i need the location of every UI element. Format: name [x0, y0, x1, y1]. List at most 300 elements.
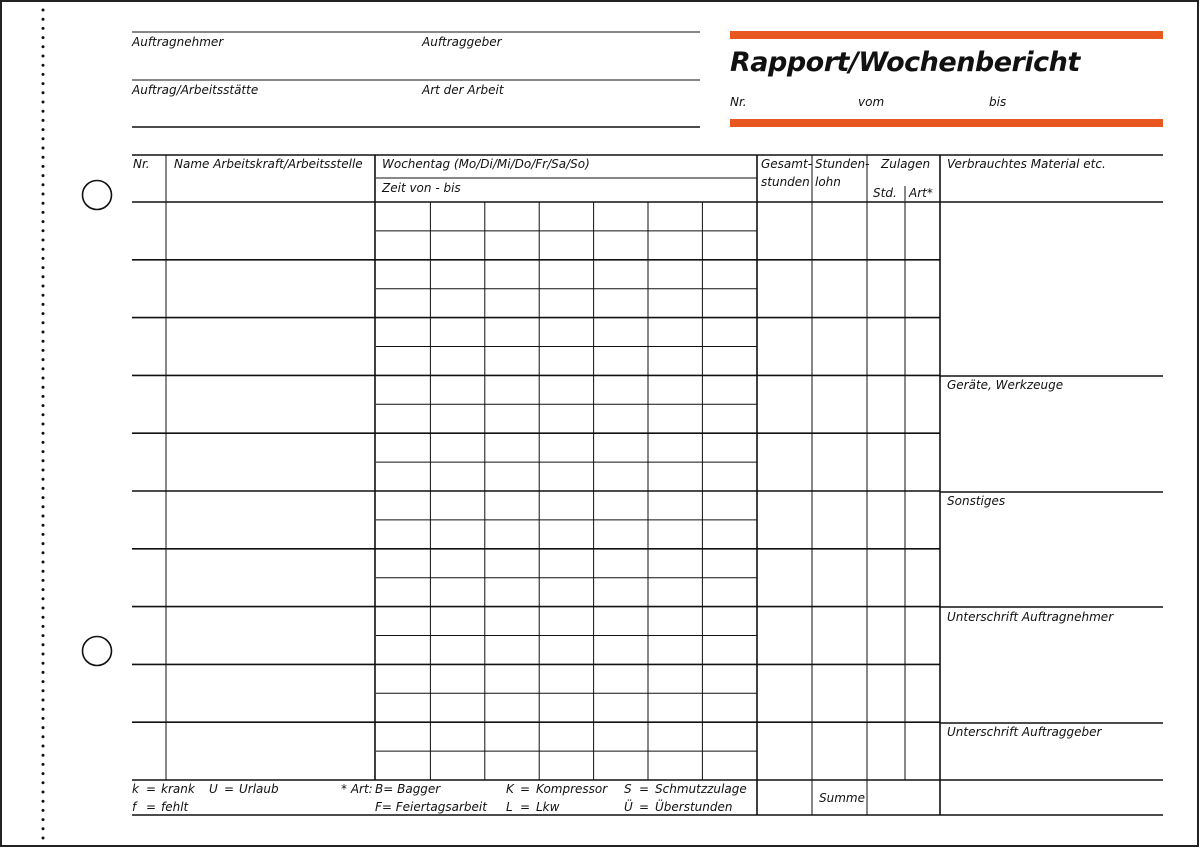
time-cell[interactable]	[431, 203, 483, 230]
accent-bar-bottom	[730, 119, 1163, 127]
time-cell[interactable]	[540, 694, 592, 721]
name-cell[interactable]	[167, 665, 374, 721]
time-cell[interactable]	[431, 752, 483, 779]
time-cell[interactable]	[377, 521, 429, 548]
work-type-field[interactable]	[422, 98, 700, 125]
header-wage-line1: Stunden-	[815, 157, 870, 171]
sign-client-field[interactable]	[942, 741, 1162, 815]
time-cell[interactable]	[486, 665, 538, 692]
time-cell[interactable]	[377, 665, 429, 692]
number-field[interactable]	[748, 92, 853, 112]
perforation-dot	[42, 653, 45, 656]
legend-l-val: Lkw	[536, 800, 560, 814]
perforation-dot	[42, 551, 45, 554]
perforation-dot	[42, 837, 45, 840]
time-cell[interactable]	[431, 232, 483, 259]
time-cell[interactable]	[540, 319, 592, 346]
time-cell[interactable]	[649, 376, 701, 403]
legend-art-label: * Art:	[341, 782, 373, 796]
time-cell[interactable]	[486, 203, 538, 230]
time-cell[interactable]	[486, 521, 538, 548]
perforation-dot	[42, 211, 45, 214]
time-cell[interactable]	[540, 405, 592, 432]
total-hours-cell[interactable]	[758, 319, 811, 375]
time-cell[interactable]	[649, 492, 701, 519]
allowance-type-cell[interactable]	[906, 203, 939, 259]
time-cell[interactable]	[431, 319, 483, 346]
time-cell[interactable]	[540, 290, 592, 317]
nr-cell[interactable]	[133, 376, 165, 432]
perforation-dot	[42, 450, 45, 453]
header-allowance-hours: Std.	[873, 186, 897, 200]
hourly-wage-cell[interactable]	[813, 376, 866, 432]
perforation-dot	[42, 432, 45, 435]
time-cell[interactable]	[377, 463, 429, 490]
time-cell[interactable]	[649, 290, 701, 317]
time-cell[interactable]	[649, 463, 701, 490]
time-cell[interactable]	[649, 405, 701, 432]
time-cell[interactable]	[595, 579, 647, 606]
perforation-dot	[42, 119, 45, 122]
time-cell[interactable]	[540, 434, 592, 461]
nr-cell[interactable]	[133, 319, 165, 375]
time-cell[interactable]	[649, 694, 701, 721]
nr-cell[interactable]	[133, 492, 165, 548]
legend-f-entry: F= Feiertagsarbeit	[375, 800, 487, 814]
legend-s-eq: =	[639, 782, 650, 796]
hourly-wage-cell[interactable]	[813, 608, 866, 664]
perforation-dot	[42, 266, 45, 269]
allowance-hours-cell[interactable]	[868, 665, 904, 721]
time-cell[interactable]	[431, 492, 483, 519]
perforation-dot	[42, 55, 45, 58]
perforation-dot	[42, 36, 45, 39]
time-cell[interactable]	[377, 232, 429, 259]
name-cell[interactable]	[167, 723, 374, 779]
client-field[interactable]	[422, 50, 700, 78]
hourly-wage-cell[interactable]	[813, 492, 866, 548]
time-cell[interactable]	[431, 694, 483, 721]
material-field[interactable]	[942, 204, 1162, 374]
allowance-type-cell[interactable]	[906, 434, 939, 490]
time-cell[interactable]	[540, 203, 592, 230]
name-cell[interactable]	[167, 608, 374, 664]
time-cell[interactable]	[649, 319, 701, 346]
time-cell[interactable]	[703, 463, 755, 490]
time-cell[interactable]	[703, 550, 755, 577]
sum-allowance-field[interactable]	[869, 782, 939, 814]
time-cell[interactable]	[540, 550, 592, 577]
time-cell[interactable]	[703, 665, 755, 692]
time-cell[interactable]	[377, 579, 429, 606]
allowance-hours-cell[interactable]	[868, 376, 904, 432]
name-cell[interactable]	[167, 203, 374, 259]
misc-field[interactable]	[942, 510, 1162, 606]
perforation-dot	[42, 285, 45, 288]
time-cell[interactable]	[703, 608, 755, 635]
time-cell[interactable]	[377, 203, 429, 230]
time-cell[interactable]	[703, 637, 755, 664]
allowance-hours-cell[interactable]	[868, 492, 904, 548]
perforation-dot	[42, 147, 45, 150]
name-cell[interactable]	[167, 319, 374, 375]
allowance-hours-cell[interactable]	[868, 319, 904, 375]
time-cell[interactable]	[595, 550, 647, 577]
allowance-hours-cell[interactable]	[868, 434, 904, 490]
perforation-dot	[42, 496, 45, 499]
perforation-dot	[42, 239, 45, 242]
time-cell[interactable]	[703, 521, 755, 548]
perforation-dot	[42, 248, 45, 251]
time-cell[interactable]	[431, 376, 483, 403]
time-cell[interactable]	[431, 608, 483, 635]
time-cell[interactable]	[540, 723, 592, 750]
perforation-dot	[42, 156, 45, 159]
perforation-dot	[42, 441, 45, 444]
perforation-dot	[42, 745, 45, 748]
time-cell[interactable]	[486, 550, 538, 577]
header-allowance-type: Art*	[909, 186, 933, 200]
hourly-wage-cell[interactable]	[813, 723, 866, 779]
time-cell[interactable]	[595, 319, 647, 346]
time-cell[interactable]	[595, 665, 647, 692]
time-cell[interactable]	[595, 261, 647, 288]
perforation-dot	[42, 413, 45, 416]
perforation-dot	[42, 772, 45, 775]
time-cell[interactable]	[703, 579, 755, 606]
nr-cell[interactable]	[133, 203, 165, 259]
hourly-wage-cell[interactable]	[813, 665, 866, 721]
nr-cell[interactable]	[133, 434, 165, 490]
header-fields	[131, 32, 700, 127]
total-hours-cell[interactable]	[758, 550, 811, 606]
allowance-type-cell[interactable]	[906, 319, 939, 375]
time-cell[interactable]	[649, 637, 701, 664]
perforation-dot	[42, 220, 45, 223]
total-hours-cell[interactable]	[758, 261, 811, 317]
perforation-dot	[42, 91, 45, 94]
name-cell[interactable]	[167, 492, 374, 548]
sum-total-hours-field[interactable]	[760, 782, 810, 814]
time-cell[interactable]	[595, 492, 647, 519]
time-cell[interactable]	[486, 463, 538, 490]
perforation-dot	[42, 487, 45, 490]
time-cell[interactable]	[703, 290, 755, 317]
time-cell[interactable]	[377, 637, 429, 664]
perforation-dots	[42, 9, 45, 840]
time-cell[interactable]	[377, 319, 429, 346]
time-cell[interactable]	[377, 434, 429, 461]
legend-u-eq: =	[224, 782, 235, 796]
time-cell[interactable]	[377, 608, 429, 635]
perforation-dot	[42, 128, 45, 131]
allowance-type-cell[interactable]	[906, 723, 939, 779]
time-cell[interactable]	[540, 261, 592, 288]
tools-label: Geräte, Werkzeuge	[947, 378, 1064, 392]
time-cell[interactable]	[431, 723, 483, 750]
time-cell[interactable]	[595, 405, 647, 432]
perforation-dot	[42, 73, 45, 76]
time-cell[interactable]	[540, 463, 592, 490]
time-cell[interactable]	[649, 550, 701, 577]
punch-hole-top	[83, 181, 112, 210]
time-cell[interactable]	[377, 492, 429, 519]
order-site-field[interactable]	[132, 98, 420, 125]
time-cell[interactable]	[377, 348, 429, 375]
time-cell[interactable]	[649, 521, 701, 548]
perforation-dot	[42, 809, 45, 812]
time-cell[interactable]	[486, 608, 538, 635]
time-cell[interactable]	[486, 261, 538, 288]
time-cell[interactable]	[540, 637, 592, 664]
perforation-dot	[42, 64, 45, 67]
total-hours-cell[interactable]	[758, 376, 811, 432]
hourly-wage-cell[interactable]	[813, 434, 866, 490]
tools-field[interactable]	[942, 394, 1162, 490]
perforation-dot	[42, 423, 45, 426]
time-cell[interactable]	[377, 261, 429, 288]
nr-cell[interactable]	[133, 723, 165, 779]
time-cell[interactable]	[703, 723, 755, 750]
perforation-dot	[42, 478, 45, 481]
time-cell[interactable]	[595, 521, 647, 548]
total-hours-cell[interactable]	[758, 665, 811, 721]
accent-bar-top	[730, 31, 1163, 39]
time-cell[interactable]	[431, 261, 483, 288]
misc-label: Sonstiges	[947, 494, 1006, 508]
time-cell[interactable]	[595, 608, 647, 635]
work-type-label: Art der Arbeit	[422, 83, 504, 97]
perforation-dot	[42, 404, 45, 407]
perforation-dot	[42, 800, 45, 803]
time-cell[interactable]	[486, 694, 538, 721]
time-cell[interactable]	[703, 319, 755, 346]
time-cell[interactable]	[431, 405, 483, 432]
time-cell[interactable]	[649, 232, 701, 259]
perforation-dot	[42, 689, 45, 692]
time-cell[interactable]	[431, 434, 483, 461]
time-cell[interactable]	[649, 752, 701, 779]
perforation-dot	[42, 110, 45, 113]
legend-ue-eq: =	[639, 800, 650, 814]
legend-b-entry: B= Bagger	[375, 782, 441, 796]
time-cell[interactable]	[595, 203, 647, 230]
nr-cell[interactable]	[133, 608, 165, 664]
header-time: Zeit von - bis	[382, 181, 461, 195]
time-cell[interactable]	[649, 665, 701, 692]
perforation-dot	[42, 321, 45, 324]
time-cell[interactable]	[431, 521, 483, 548]
time-cell[interactable]	[540, 232, 592, 259]
nr-cell[interactable]	[133, 665, 165, 721]
time-cell[interactable]	[486, 319, 538, 346]
contractor-field[interactable]	[132, 50, 420, 78]
time-cell[interactable]	[431, 550, 483, 577]
time-cell[interactable]	[431, 463, 483, 490]
time-cell[interactable]	[540, 608, 592, 635]
hourly-wage-cell[interactable]	[813, 319, 866, 375]
time-cell[interactable]	[486, 723, 538, 750]
table-header	[132, 155, 1163, 202]
time-cell[interactable]	[431, 290, 483, 317]
nr-cell[interactable]	[133, 261, 165, 317]
time-cell[interactable]	[703, 434, 755, 461]
time-cell[interactable]	[649, 261, 701, 288]
time-cell[interactable]	[486, 752, 538, 779]
time-cell[interactable]	[703, 261, 755, 288]
name-cell[interactable]	[167, 261, 374, 317]
time-cell[interactable]	[703, 232, 755, 259]
name-cell[interactable]	[167, 434, 374, 490]
total-hours-cell[interactable]	[758, 492, 811, 548]
time-cell[interactable]	[486, 290, 538, 317]
time-cell[interactable]	[486, 579, 538, 606]
time-cell[interactable]	[540, 579, 592, 606]
time-cell[interactable]	[703, 376, 755, 403]
hourly-wage-cell[interactable]	[813, 261, 866, 317]
perforation-dot	[42, 331, 45, 334]
nr-cell[interactable]	[133, 550, 165, 606]
allowance-type-cell[interactable]	[906, 376, 939, 432]
time-cell[interactable]	[377, 550, 429, 577]
perforation-dot	[42, 9, 45, 12]
time-cell[interactable]	[649, 579, 701, 606]
allowance-type-cell[interactable]	[906, 492, 939, 548]
time-cell[interactable]	[486, 637, 538, 664]
perforation-dot	[42, 717, 45, 720]
time-cell[interactable]	[595, 348, 647, 375]
time-cell[interactable]	[431, 637, 483, 664]
time-cell[interactable]	[486, 232, 538, 259]
time-cell[interactable]	[431, 579, 483, 606]
perforation-dot	[42, 257, 45, 260]
allowance-type-cell[interactable]	[906, 665, 939, 721]
perforation-dot	[42, 570, 45, 573]
time-cell[interactable]	[595, 376, 647, 403]
time-cell[interactable]	[540, 521, 592, 548]
sign-contractor-field[interactable]	[942, 626, 1162, 722]
time-cell[interactable]	[595, 694, 647, 721]
perforation-dot	[42, 395, 45, 398]
allowance-hours-cell[interactable]	[868, 261, 904, 317]
time-cell[interactable]	[540, 492, 592, 519]
perforation-dot	[42, 588, 45, 591]
time-cell[interactable]	[377, 290, 429, 317]
time-cell[interactable]	[595, 637, 647, 664]
allowance-hours-cell[interactable]	[868, 550, 904, 606]
time-cell[interactable]	[703, 694, 755, 721]
time-cell[interactable]	[703, 492, 755, 519]
time-cell[interactable]	[649, 723, 701, 750]
header-total-line2: stunden	[761, 175, 810, 189]
time-cell[interactable]	[377, 694, 429, 721]
time-cell[interactable]	[377, 752, 429, 779]
total-hours-cell[interactable]	[758, 203, 811, 259]
hourly-wage-cell[interactable]	[813, 203, 866, 259]
title-box	[730, 31, 1163, 127]
to-field[interactable]	[1008, 92, 1158, 112]
time-cell[interactable]	[540, 752, 592, 779]
legend-s-key: S	[624, 782, 632, 796]
perforation-dot	[42, 597, 45, 600]
perforation-dot	[42, 386, 45, 389]
legend-kk-key: K	[506, 782, 514, 796]
time-cell[interactable]	[377, 376, 429, 403]
hourly-wage-cell[interactable]	[813, 550, 866, 606]
time-cell[interactable]	[703, 203, 755, 230]
time-cell[interactable]	[649, 608, 701, 635]
from-field[interactable]	[887, 92, 985, 112]
time-cell[interactable]	[486, 376, 538, 403]
time-cell[interactable]	[486, 405, 538, 432]
time-cell[interactable]	[595, 752, 647, 779]
total-hours-cell[interactable]	[758, 723, 811, 779]
legend-l-key: L	[506, 800, 513, 814]
client-label: Auftraggeber	[422, 35, 502, 49]
perforation-dot	[42, 781, 45, 784]
time-cell[interactable]	[377, 723, 429, 750]
perforation-dot	[42, 625, 45, 628]
time-cell[interactable]	[431, 665, 483, 692]
allowance-hours-cell[interactable]	[868, 608, 904, 664]
time-cell[interactable]	[595, 232, 647, 259]
time-cell[interactable]	[649, 348, 701, 375]
perforation-dot	[42, 515, 45, 518]
time-cell[interactable]	[540, 376, 592, 403]
legend-kk-val: Kompressor	[536, 782, 608, 796]
allowance-hours-cell[interactable]	[868, 723, 904, 779]
legend-k-val: krank	[161, 782, 195, 796]
perforation-dot	[42, 542, 45, 545]
time-cell[interactable]	[595, 290, 647, 317]
time-cell[interactable]	[486, 348, 538, 375]
time-cell[interactable]	[377, 405, 429, 432]
allowance-type-cell[interactable]	[906, 261, 939, 317]
perforation-dot	[42, 82, 45, 85]
time-cell[interactable]	[431, 348, 483, 375]
time-cell[interactable]	[595, 723, 647, 750]
name-cell[interactable]	[167, 550, 374, 606]
time-cell[interactable]	[486, 492, 538, 519]
time-cell[interactable]	[703, 405, 755, 432]
allowance-hours-cell[interactable]	[868, 203, 904, 259]
perforation-dot	[42, 708, 45, 711]
perforation-dot	[42, 616, 45, 619]
time-cell[interactable]	[703, 348, 755, 375]
time-cell[interactable]	[540, 348, 592, 375]
header-name: Name Arbeitskraft/Arbeitsstelle	[174, 157, 363, 171]
time-cell[interactable]	[649, 434, 701, 461]
allowance-type-cell[interactable]	[906, 608, 939, 664]
time-cell[interactable]	[703, 752, 755, 779]
perforation-dot	[42, 294, 45, 297]
punch-hole-bottom	[83, 637, 112, 666]
legend-f-key: f	[132, 800, 137, 814]
name-cell[interactable]	[167, 376, 374, 432]
time-cell[interactable]	[595, 463, 647, 490]
total-hours-cell[interactable]	[758, 434, 811, 490]
perforation-dot	[42, 349, 45, 352]
total-hours-cell[interactable]	[758, 608, 811, 664]
time-cell[interactable]	[595, 434, 647, 461]
time-cell[interactable]	[540, 665, 592, 692]
allowance-type-cell[interactable]	[906, 550, 939, 606]
time-cell[interactable]	[649, 203, 701, 230]
sign-client-label: Unterschrift Auftraggeber	[947, 725, 1102, 739]
legend-ue-key: Ü	[624, 800, 633, 814]
order-site-label: Auftrag/Arbeitsstätte	[132, 83, 259, 97]
time-cell[interactable]	[486, 434, 538, 461]
